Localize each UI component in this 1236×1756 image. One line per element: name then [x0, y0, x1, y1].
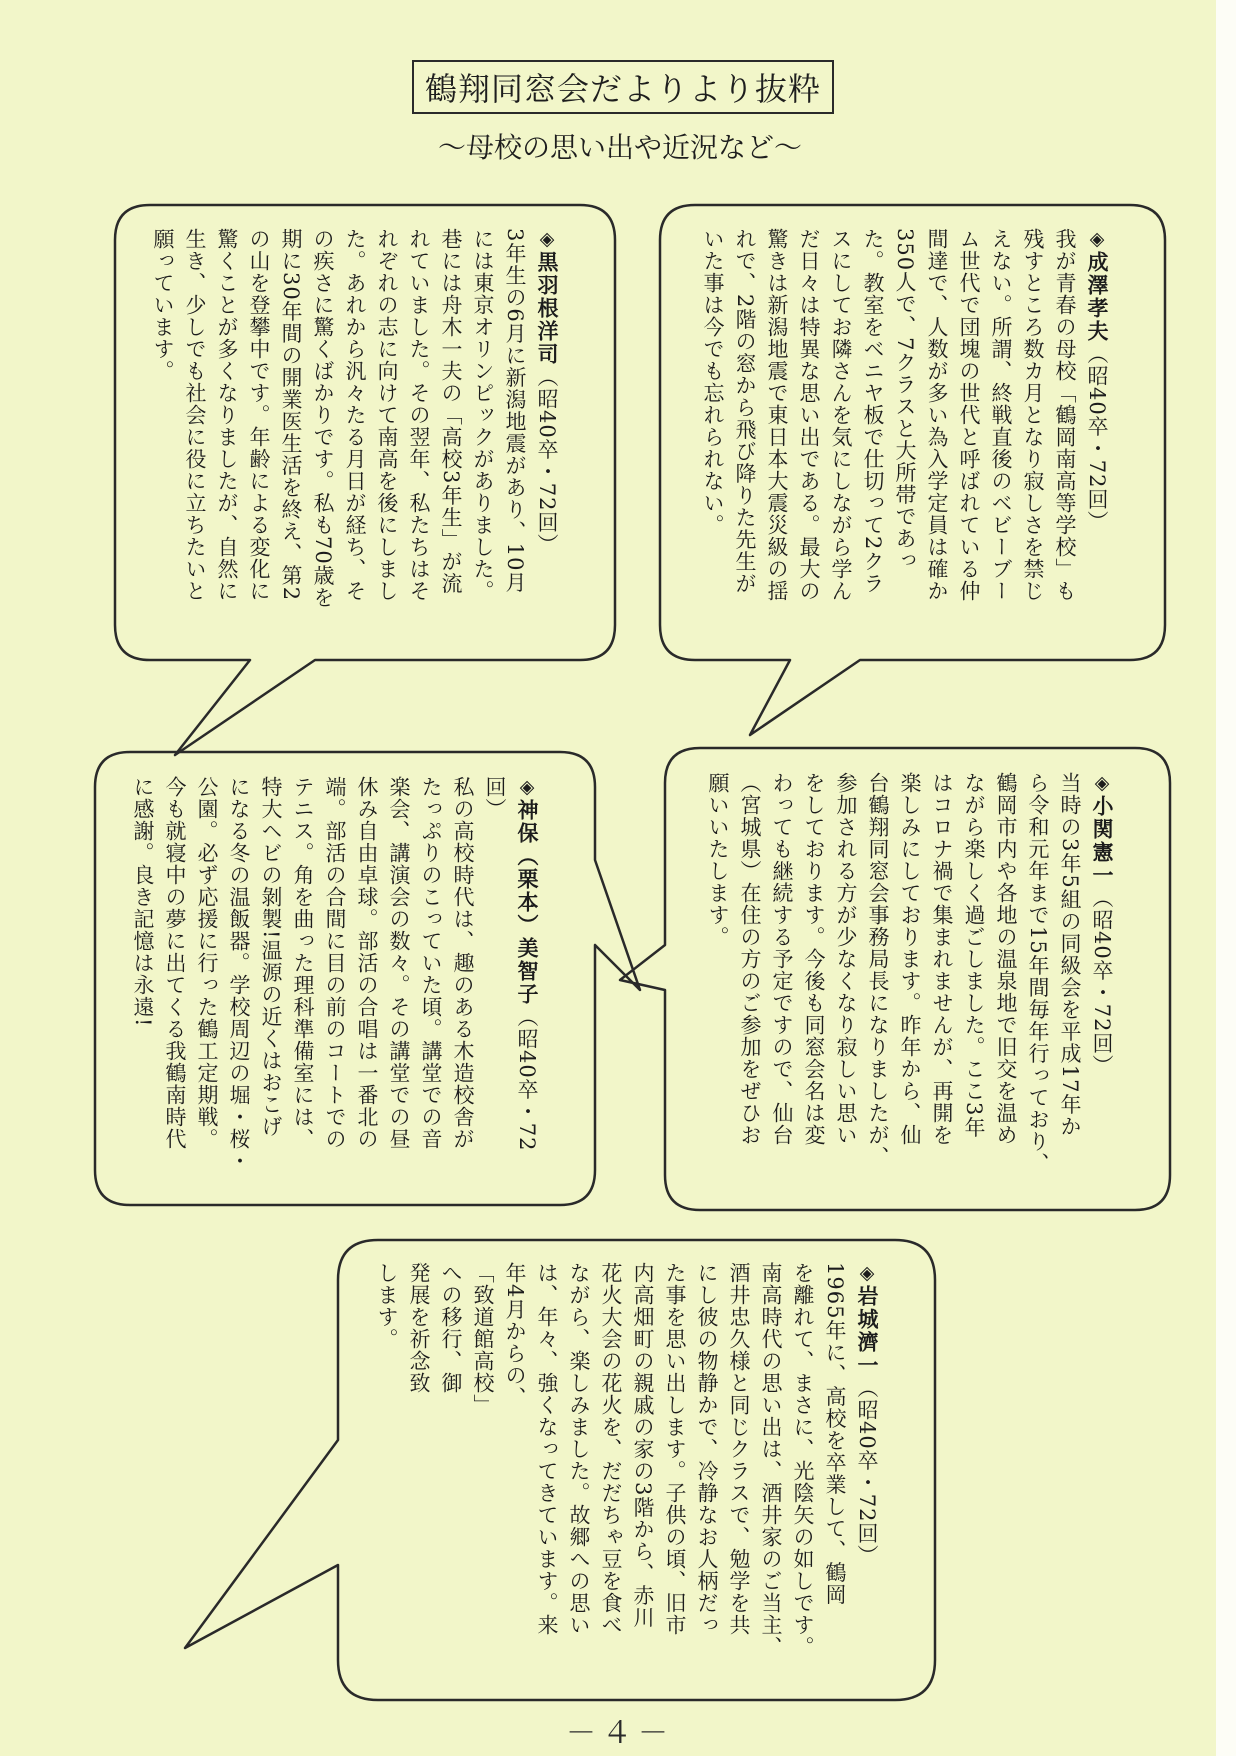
- author-tag: （昭40卒・72回）: [1085, 343, 1109, 533]
- author-tag: （昭40卒・72回）: [1090, 887, 1114, 1077]
- diamond-bullet-icon: ◈: [536, 228, 558, 251]
- author-name: 神保（栗本）美智子: [515, 799, 540, 1006]
- author-name: 成澤孝夫: [1085, 251, 1110, 343]
- diamond-bullet-icon: ◈: [516, 776, 538, 799]
- article-jinbo: [115, 776, 575, 1191]
- diamond-bullet-icon: ◈: [856, 1262, 878, 1285]
- article-body: 3年生の6月に新潟地震があり、10月 には東京オリンピックがありました。 巷には舟木一夫の「高校3年生」が流 れていました。その翌年、私たちはそ れぞれの志に向けて南高を後にしまし た。あれから汎々たる月日が経ち、そ の疾さに驚くばかりです。私も70歳を 期に30年間の開業医生活を終え、第2 の山を登攀中です。年齢による変化に 驚くことが多くなりましたが、自然に 生き、少しでも社会に役に立ちたいと 願っています。: [151, 228, 527, 609]
- diamond-bullet-icon: ◈: [1086, 228, 1108, 251]
- article-body: 私の高校時代は、趣のある木造校舎が たっぷりのこっていた頃。講堂での音 楽会、講演会の数々。その講堂での昼 休み自由卓球。部活の合唱は一番北の 端。部活の合間に目の前のコートでの テニス。角を曲った理科準備室には、 特大ヘビの剝製!温源の近くはおこげ になる冬の温飯器。学校周辺の堀・桜・ 公園。必ず応援に行った鶴工定期戦。 今も就寝中の夢に出てくる我鶴南時代 に感謝。良き記憶は永遠!: [131, 776, 475, 1172]
- article-koseki: [690, 772, 1150, 1192]
- author-name: 黒羽根洋司: [535, 251, 560, 366]
- author-tag: （昭40卒・72回）: [855, 1377, 879, 1567]
- article-body: 我が青春の母校「鶴岡南高等学校」も 残すところ数カ月となり寂しさを禁じ えない。所謂、終戦直後のベビーブー ム世代で団塊の世代と呼ばれている仲 間達で、人数が多い為入学定員は確か 350人で、7クラスと大所帯であっ た。教室をベニヤ板で仕切って2クラ スにしてお隣さんを気にしながら学ん だ日々は特異な思い出である。最大の 驚きは新潟地震で東日本大震災級の揺 れで、2階の窓から飛び降りた先生が いた事は今でも忘れられない。: [701, 228, 1077, 602]
- article-naruzawa: [680, 228, 1145, 643]
- article-body: 当時の3年5組の同級会を平成17年か ら令和元年まで15年間毎年行っており、 鶴岡市内や各地の温泉地で旧交を温め ながら楽しく過ごしました。ここ3年 はコロナ禍で集まれませんが、再開を 楽しみにしております。昨年から、仙 台鶴翔同窓会事務局長になりましたが、 参加される方が少なくなり寂しい思い をしております。今後も同窓会名は変 わっても継続する予定ですので、仙台 （宮城県）在住の方のご参加をぜひお 願いいたします。: [706, 772, 1082, 1175]
- author-tag: （昭40卒・72回）: [483, 776, 539, 1152]
- page-number: －４－: [566, 1716, 674, 1751]
- page-subtitle: 〜母校の思い出や近況など〜: [437, 131, 802, 164]
- article-body: 1965年に、高校を卒業して、鶴岡 を離れて、まさに、光陰矢の如しです。 南高時代の思い出は、酒井家のご当主、 酒井忠久様と同じクラスで、勉学を共 にし彼の物静かで、冷静なお人柄だっ た事を思い出します。子供の頃、旧市 内高畑町の親戚の家の3階から、赤川 花火大会の花火を、だだちゃ豆を食べ ながら、楽しみました。故郷への思い は、年々、強くなってきています。来 年4月からの、 「致道館高校」 への移行、御 発展を祈念致 します。: [375, 1262, 847, 1658]
- page-title-text: 鶴翔同窓会だよりより抜粋: [424, 70, 821, 108]
- author-name: 岩城濟一: [855, 1285, 880, 1377]
- article-kurobane: [135, 228, 595, 643]
- author-tag: （昭40卒・72回）: [535, 366, 559, 556]
- author-name: 小関憲一: [1090, 795, 1115, 887]
- diamond-bullet-icon: ◈: [1091, 772, 1113, 795]
- article-iwaki: [355, 1262, 915, 1682]
